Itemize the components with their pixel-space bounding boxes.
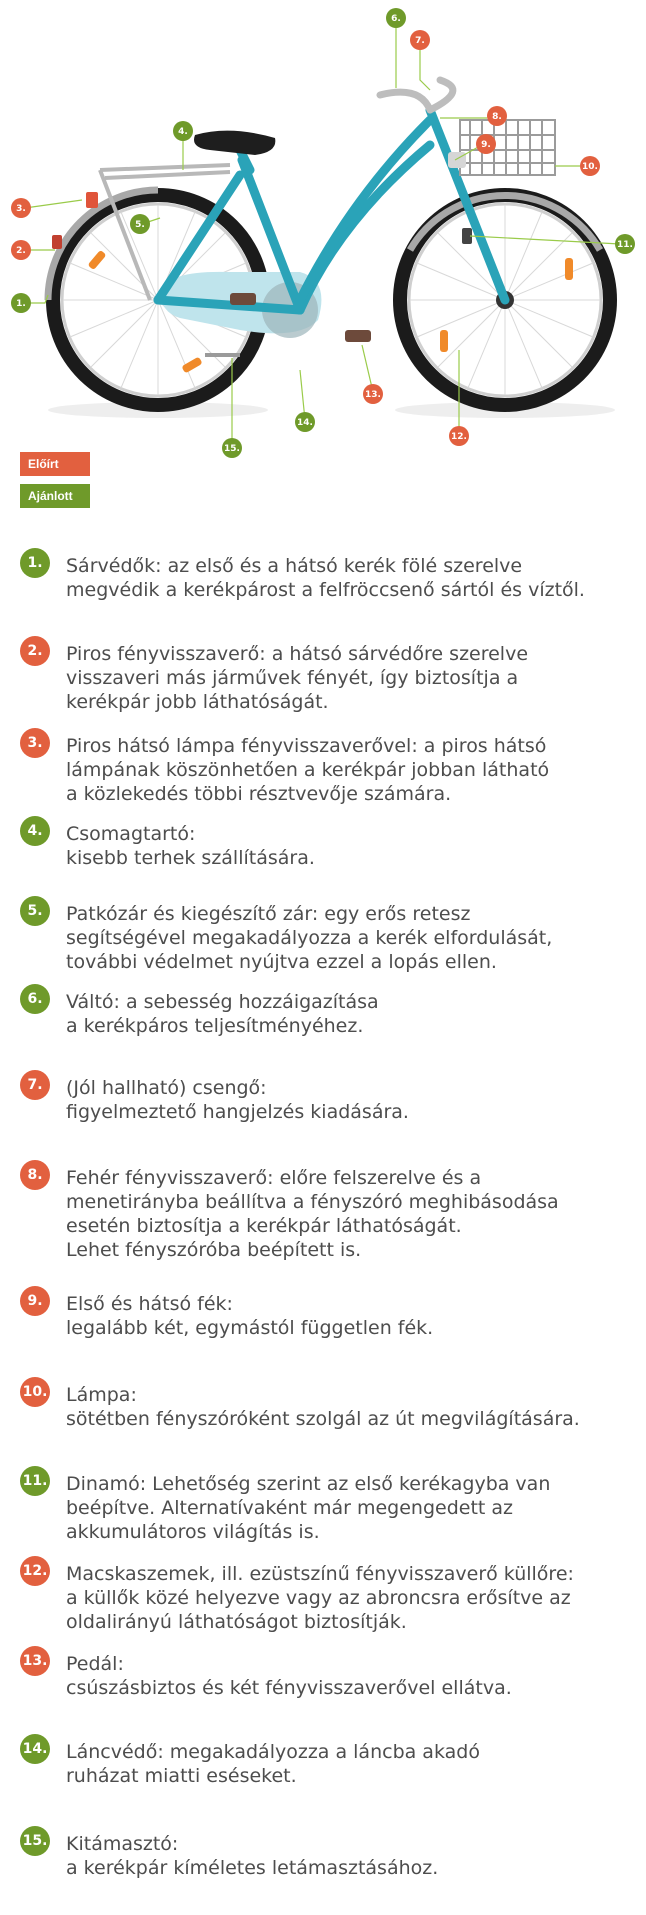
- item-text: Dinamó: Lehetőség szerint az első kerékagyba van beépítve. Alternatívaként már megengedett az akkumulátoros világítás is.: [66, 1473, 551, 1543]
- svg-text:2.: 2.: [16, 246, 26, 256]
- callout-13: [363, 384, 383, 404]
- callout-15: [222, 438, 242, 458]
- item-number: 9.: [20, 1286, 50, 1316]
- item-number: 6.: [20, 984, 50, 1014]
- callout-4: [173, 121, 193, 141]
- callout-5: [130, 214, 150, 234]
- svg-text:6.: 6.: [391, 14, 401, 24]
- callout-2: [11, 240, 31, 260]
- item-number: 8.: [20, 1160, 50, 1190]
- item-text: Patkózár és kiegészítő zár: egy erős retesz segítségével megakadályozza a kerék elfordulását, további védelmet nyújtva ezzel a lopás ellen.: [66, 903, 553, 973]
- item-number: 10.: [20, 1377, 50, 1407]
- item-number: 3.: [20, 728, 50, 758]
- svg-text:4.: 4.: [178, 127, 188, 137]
- item-text: Fehér fényvisszaverő: előre felszerelve és a menetirányba beállítva a fényszóró meghibásodása esetén biztosítja a kerékpár láthatóságát. Lehet fényszóróba beépített is.: [66, 1167, 559, 1261]
- svg-text:14.: 14.: [297, 418, 313, 428]
- svg-text:8.: 8.: [492, 112, 502, 122]
- item-text: Pedál: csúszásbiztos és két fényvisszaverővel ellátva.: [66, 1653, 512, 1699]
- callout-3: [11, 198, 31, 218]
- svg-text:12.: 12.: [451, 432, 467, 442]
- legend-required: Előírt: [20, 452, 90, 476]
- callout-9: [476, 134, 496, 154]
- item-text: Sárvédők: az első és a hátsó kerék fölé szerelve megvédik a kerékpárost a felfröccsenő sártól és víztől.: [66, 555, 585, 601]
- svg-text:13.: 13.: [365, 390, 381, 400]
- svg-text:3.: 3.: [16, 204, 26, 214]
- svg-text:9.: 9.: [481, 140, 491, 150]
- callout-6: [386, 8, 406, 28]
- svg-text:11.: 11.: [617, 240, 633, 250]
- basket: [460, 120, 555, 175]
- item-text: Láncvédő: megakadályozza a láncba akadó ruházat miatti eséseket.: [66, 1741, 480, 1787]
- item-number: 12.: [20, 1556, 50, 1586]
- svg-text:1.: 1.: [16, 299, 26, 309]
- svg-text:7.: 7.: [415, 36, 425, 46]
- item-number: 13.: [20, 1646, 50, 1676]
- item-text: Csomagtartó: kisebb terhek szállítására.: [66, 823, 315, 869]
- item-number: 2.: [20, 636, 50, 666]
- item-number: 11.: [20, 1466, 50, 1496]
- item-number: 4.: [20, 816, 50, 846]
- item-number: 14.: [20, 1734, 50, 1764]
- item-text: Első és hátsó fék: legalább két, egymástól független fék.: [66, 1293, 434, 1339]
- callout-1: [11, 293, 31, 313]
- callout-11: [615, 234, 635, 254]
- svg-text:15.: 15.: [224, 444, 240, 454]
- item-number: 1.: [20, 548, 50, 578]
- legend-recommended: Ajánlott: [20, 484, 90, 508]
- callout-7: [410, 30, 430, 50]
- item-number: 15.: [20, 1826, 50, 1856]
- handlebar: [380, 80, 453, 110]
- svg-text:5.: 5.: [135, 220, 145, 230]
- callout-8: [487, 106, 507, 126]
- callout-12: [449, 426, 469, 446]
- item-text: (Jól hallható) csengő: figyelmeztető hangjelzés kiadására.: [66, 1077, 409, 1123]
- item-number: 5.: [20, 896, 50, 926]
- item-text: Kitámasztó: a kerékpár kíméletes letámasztásához.: [66, 1833, 439, 1879]
- callout-14: [295, 412, 315, 432]
- saddle: [194, 131, 275, 155]
- item-text: Piros hátsó lámpa fényvisszaverővel: a piros hátsó lámpának köszönhetően a kerékpár jobban látható a közlekedés többi résztvevője számára.: [66, 735, 550, 805]
- bicycle-diagram: [0, 0, 640, 454]
- svg-text:10.: 10.: [582, 162, 598, 172]
- item-text: Lámpa: sötétben fényszóróként szolgál az út megvilágítására.: [66, 1384, 580, 1430]
- item-text: Macskaszemek, ill. ezüstszínű fényvisszaverő küllőre: a küllők közé helyezve vagy az abroncsra erősítve az oldalirányú láthatóságot biztosítják.: [66, 1563, 574, 1633]
- item-number: 7.: [20, 1070, 50, 1100]
- item-text: Piros fényvisszaverő: a hátsó sárvédőre szerelve visszaveri más járművek fényét, így biztosítja a kerékpár jobb láthatóságát.: [66, 643, 529, 713]
- callout-10: [580, 156, 600, 176]
- item-text: Váltó: a sebesség hozzáigazítása a kerékpáros teljesítményéhez.: [66, 991, 379, 1037]
